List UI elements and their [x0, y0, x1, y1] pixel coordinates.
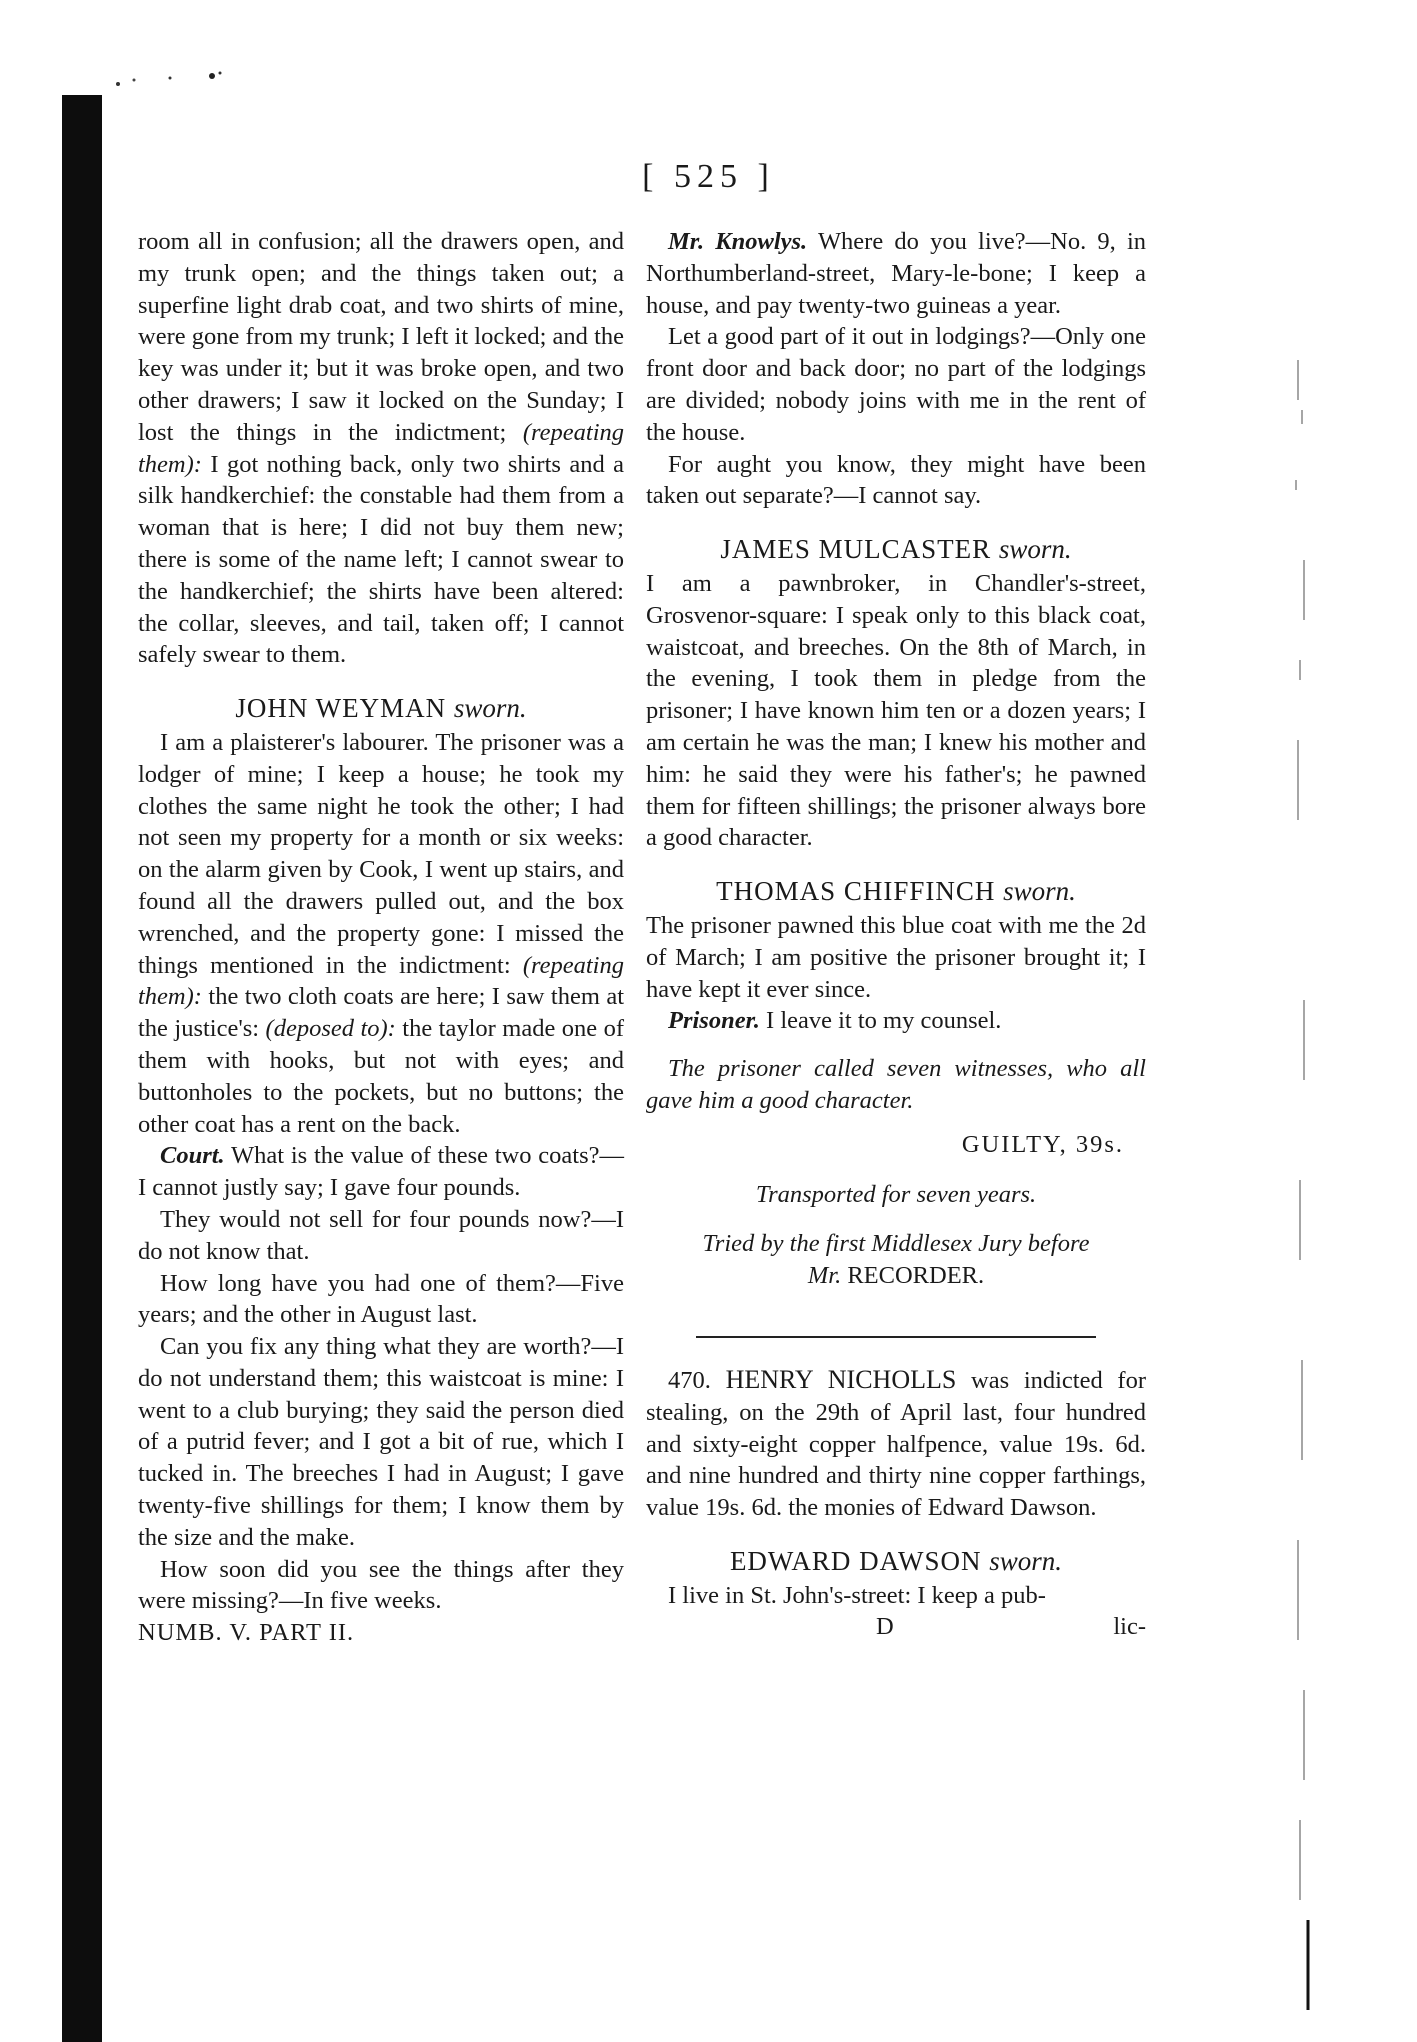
paragraph: They would not sell for four pounds now?—I do not know that. [138, 1205, 624, 1265]
paragraph: I am a pawnbroker, in Chandler's-street, Grosvenor-square: I speak only to this black coat, waistcoat, and breeches. On the 8th of March, in the evening, I took them in pledge from the prisoner; I have known him ten or a dozen years; I am certain he was the man; I knew his mother and him: he said they were his father's; he pawned them for fifteen shillings; the prisoner always bore a good character. [646, 569, 1146, 852]
paragraph: I am a plaisterer's labourer. The prisoner was a lodger of mine; I keep a house; he took my clothes the same night he took the other; I had not seen my property for a month or six weeks: on the alarm given by Cook, I went up stairs, and found all the drawers pulled out, and the box wrenched, and the property gone: I missed the things mentioned in the indictment: (repeating them): the two cloth coats are here; I saw them at the justice's: (deposed to): the taylor made one of them with hooks, but not with eyes; and buttonholes to the pockets, but no buttons; the other coat has a rent on the back. [138, 728, 625, 1138]
paragraph: I live in St. John's-street: I keep a pub- [668, 1581, 1046, 1609]
signature-footer: NUMB. V. PART II. [138, 1619, 355, 1647]
catchword-line [646, 1611, 1146, 1643]
witness-heading: THOMAS CHIFFINCH sworn. [716, 876, 1076, 907]
paragraph: How soon did you see the things after they were missing?—In five weeks. [138, 1555, 624, 1615]
jury-note: Tried by the first Middlesex Jury before Mr. RECORDER. [702, 1230, 1090, 1290]
witness-heading: JAMES MULCASTER sworn. [720, 534, 1072, 565]
scan-specks [112, 70, 332, 100]
paragraph: room all in confusion; all the drawers open, and my trunk open; and the things taken out; a superfine light drab coat, and two shirts of mine, were gone from my trunk; I left it locked; and the key was under it; but it was broke open, and two other drawers; I saw it locked on the Sunday; I lost the things in the indictment; (repeating them): I got nothing back, only two shirts and a silk handkerchief: the constable had them from a woman that is here; I did not buy them new; there is some of the name left; I cannot swear to the handkerchief; the shirts have been altered: the collar, sleeves, and tail, taken off; I cannot safely swear to them. [138, 228, 625, 669]
scan-noise-margin [1292, 360, 1316, 2020]
signature-mark: D [876, 1613, 894, 1641]
paragraph: Let a good part of it out in lodgings?—Only one front door and back door; no part of the lodgings are divided; nobody joins with me in the rent of the house. [646, 323, 1146, 446]
paragraph: Can you fix any thing what they are worth?—I do not understand them; this waistcoat is mine: I went to a club burying; they said the person died of a putrid fever; and I got a bit of rue, which I tucked in. The breeches I had in August; I gave twenty-five shillings for them; I know them by the size and the make. [138, 1333, 624, 1551]
right-column [646, 226, 1146, 1643]
sentence: Transported for seven years. [755, 1180, 1037, 1208]
paragraph: Mr. Knowlys. Where do you live?—No. 9, in Northumberland-street, Mary-le-bone; I keep a house, and pay twenty-two guineas a year. [646, 228, 1146, 319]
scan-edge-shadow [62, 95, 102, 2042]
paragraph: For aught you know, they might have been taken out separate?—I cannot say. [646, 450, 1146, 510]
page-number: [ 525 ] [642, 158, 775, 195]
paragraph: Prisoner. I leave it to my counsel. [668, 1007, 1002, 1035]
case-entry: 470. HENRY NICHOLLS was indicted for stealing, on the 29th of April last, four hundred and sixty-eight copper halfpence, value 19s. 6d. and nine hundred and thirty nine copper farthings, value 19s. 6d. the monies of Edward Dawson. [646, 1364, 1146, 1522]
verdict: GUILTY, 39s. [961, 1130, 1124, 1158]
section-divider [696, 1336, 1096, 1338]
catchword: lic- [1113, 1613, 1146, 1641]
witness-heading: EDWARD DAWSON sworn. [729, 1545, 1063, 1576]
paragraph: The prisoner pawned this blue coat with me the 2d of March; I am positive the prisoner brought it; I have kept it ever since. [646, 911, 1146, 1003]
paragraph: How long have you had one of them?—Five years; and the other in August last. [138, 1269, 624, 1329]
witness-heading: JOHN WEYMAN sworn. [235, 693, 527, 724]
witnesses-note: The prisoner called seven witnesses, who all gave him a good character. [646, 1055, 1146, 1114]
left-column [138, 226, 624, 1649]
paragraph: Court. What is the value of these two coats?—I cannot justly say; I gave four pounds. [138, 1142, 624, 1202]
